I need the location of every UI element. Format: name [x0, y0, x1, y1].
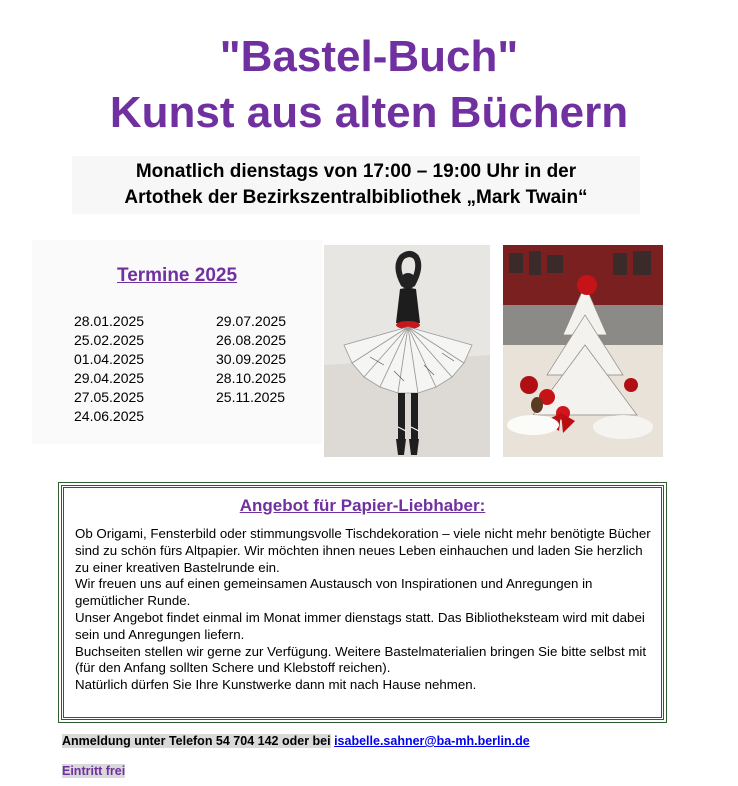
offer-paragraph: Buchseiten stellen wir gerne zur Verfügung. Weitere Bastelmaterialien bringen Sie bitte selbst mit (für den Anfang sollten Schere und Klebstoff reichen). [75, 643, 647, 676]
schedule-line-2: Artothek der Bezirkszentralbibliothek „Mark Twain“ [124, 187, 588, 208]
offer-heading: Angebot für Papier-Liebhaber: [239, 496, 486, 515]
free-entry-label: Eintritt frei [62, 764, 126, 778]
date-item: 01.04.2025 [74, 351, 145, 367]
dates-column-2 [216, 312, 286, 407]
date-item: 29.07.2025 [216, 313, 287, 329]
date-item: 27.05.2025 [74, 389, 145, 405]
email-link[interactable]: isabelle.sahner@ba-mh.berlin.de [334, 734, 530, 748]
registration-text: Anmeldung unter Telefon 54 704 142 oder bei [62, 734, 331, 748]
offer-paragraph: Wir freuen uns auf einen gemeinsamen Austausch von Inspirationen und Anregungen in gemütlicher Runde. [75, 576, 593, 609]
dates-heading: Termine 2025 [117, 265, 238, 286]
offer-text [75, 526, 655, 694]
date-item: 26.08.2025 [216, 332, 287, 348]
schedule-line-1: Monatlich dienstags von 17:00 – 19:00 Uhr in der [135, 161, 577, 182]
date-item: 25.11.2025 [216, 389, 286, 405]
dates-column-1 [74, 312, 144, 426]
date-item: 29.04.2025 [74, 370, 145, 386]
offer-paragraph: Natürlich dürfen Sie Ihre Kunstwerke dann mit nach Hause nehmen. [75, 677, 477, 693]
date-item: 28.10.2025 [216, 370, 287, 386]
date-item: 30.09.2025 [216, 351, 287, 367]
registration-line [62, 734, 530, 748]
offer-box [61, 485, 664, 720]
date-item: 28.01.2025 [74, 313, 145, 329]
ballerina-illustration [324, 245, 490, 457]
offer-paragraph: Ob Origami, Fensterbild oder stimmungsvolle Tischdekoration – viele nicht mehr benötigte Bücher sind zu schön fürs Altpapier. Wir möchten ihnen neues Leben einhauchen und laden Sie herzlich zu einer kreativen Bastelrunde ein. [75, 526, 651, 575]
offer-paragraph: Unser Angebot findet einmal im Monat immer dienstags statt. Das Bibliotheksteam wird mit dabei sein und Anregungen liefern. [75, 609, 645, 642]
ballerina-photo [324, 245, 490, 457]
date-item: 24.06.2025 [74, 408, 145, 424]
schedule-banner [72, 156, 640, 214]
date-item: 25.02.2025 [74, 332, 145, 348]
title-line-1: "Bastel-Buch" [219, 32, 519, 81]
title-line-2: Kunst aus alten Büchern [109, 88, 629, 137]
paper-tree-illustration [503, 245, 663, 457]
paper-tree-photo [503, 245, 663, 457]
